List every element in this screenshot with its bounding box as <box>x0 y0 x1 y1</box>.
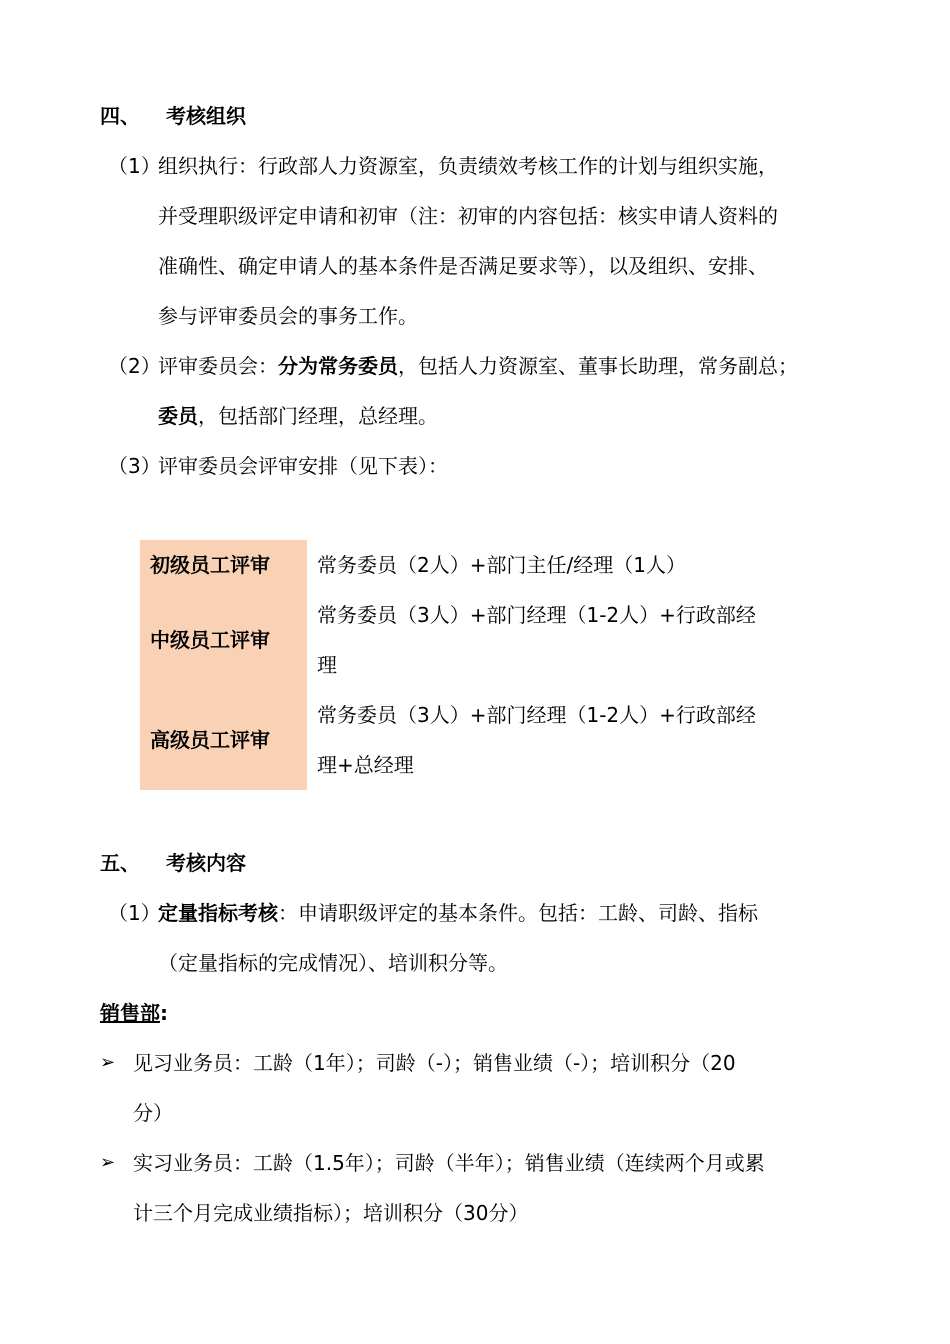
table-row <box>140 690 830 790</box>
table-value-cell <box>307 590 830 690</box>
table-level-cell: 高级员工评审 <box>140 690 307 790</box>
s5-item-1-line-2: （定量指标的完成情况）、培训积分等。 <box>158 951 508 975</box>
section-4-number: 四、 <box>100 104 140 128</box>
table-level-cell: 中级员工评审 <box>140 590 307 690</box>
table-value-line: 理 <box>317 653 337 677</box>
department-heading <box>100 988 168 1038</box>
table-value-line: 理+总经理 <box>317 753 414 777</box>
table-value-line: 常务委员（2人）+部门主任/经理（1人） <box>317 553 686 577</box>
item-3-index: （3） <box>108 454 161 478</box>
item-2-bold-standing: 分为常务委员 <box>278 354 398 378</box>
section-5-title: 考核内容 <box>166 851 246 875</box>
table-value-line: 常务委员（3人）+部门经理（1-2人）+行政部经 <box>317 603 756 627</box>
item-3-line-1: 评审委员会评审安排（见下表）： <box>158 454 448 478</box>
item-1-line-4: 参与评审委员会的事务工作。 <box>158 304 418 328</box>
review-arrangement-table <box>140 540 830 790</box>
table-value-cell <box>307 540 830 590</box>
item-2-index: （2） <box>108 354 161 378</box>
item-2-members: ，包括部门经理，总经理。 <box>198 404 438 428</box>
table-row <box>140 590 830 690</box>
table-level-cell: 初级员工评审 <box>140 540 307 590</box>
bullet-1-line-1: 见习业务员：工龄（1年）；司龄（-）；销售业绩（-）；培训积分（20 <box>133 1051 736 1075</box>
table-row <box>140 540 830 590</box>
item-2-bold-members: 委员 <box>158 404 198 428</box>
arrow-bullet-icon: ➢ <box>100 1052 116 1073</box>
department-name: 销售部 <box>100 1001 160 1025</box>
bullet-1-line-2: 分） <box>133 1101 173 1125</box>
department-colon: : <box>160 1001 168 1025</box>
item-1-line-2: 并受理职级评定申请和初审（注：初审的内容包括：核实申请人资料的 <box>158 204 778 228</box>
s5-item-1-line-1 <box>158 888 758 938</box>
item-2-line-1 <box>158 341 798 391</box>
s5-item-1-rest: ：申请职级评定的基本条件。包括：工龄、司龄、指标 <box>278 901 758 925</box>
section-5-number: 五、 <box>100 851 140 875</box>
item-2-line-2 <box>158 391 438 441</box>
table-value-cell <box>307 690 830 790</box>
s5-item-1-bold: 定量指标考核 <box>158 901 278 925</box>
item-2-label: 评审委员会： <box>158 354 278 378</box>
item-2-standing-members: ，包括人力资源室、董事长助理，常务副总； <box>398 354 798 378</box>
arrow-bullet-icon: ➢ <box>100 1152 116 1173</box>
bullet-2-line-2: 计三个月完成业绩指标）；培训积分（30分） <box>133 1201 529 1225</box>
section-4-title: 考核组织 <box>166 104 246 128</box>
item-1-line-3: 准确性、确定申请人的基本条件是否满足要求等），以及组织、安排、 <box>158 254 768 278</box>
item-1-index: （1） <box>108 154 161 178</box>
s5-item-1-index: （1） <box>108 901 161 925</box>
table-value-line: 常务委员（3人）+部门经理（1-2人）+行政部经 <box>317 703 756 727</box>
item-1-line-1: 组织执行：行政部人力资源室，负责绩效考核工作的计划与组织实施， <box>158 154 778 178</box>
bullet-2-line-1: 实习业务员：工龄（1.5年）；司龄（半年）；销售业绩（连续两个月或累 <box>133 1151 765 1175</box>
